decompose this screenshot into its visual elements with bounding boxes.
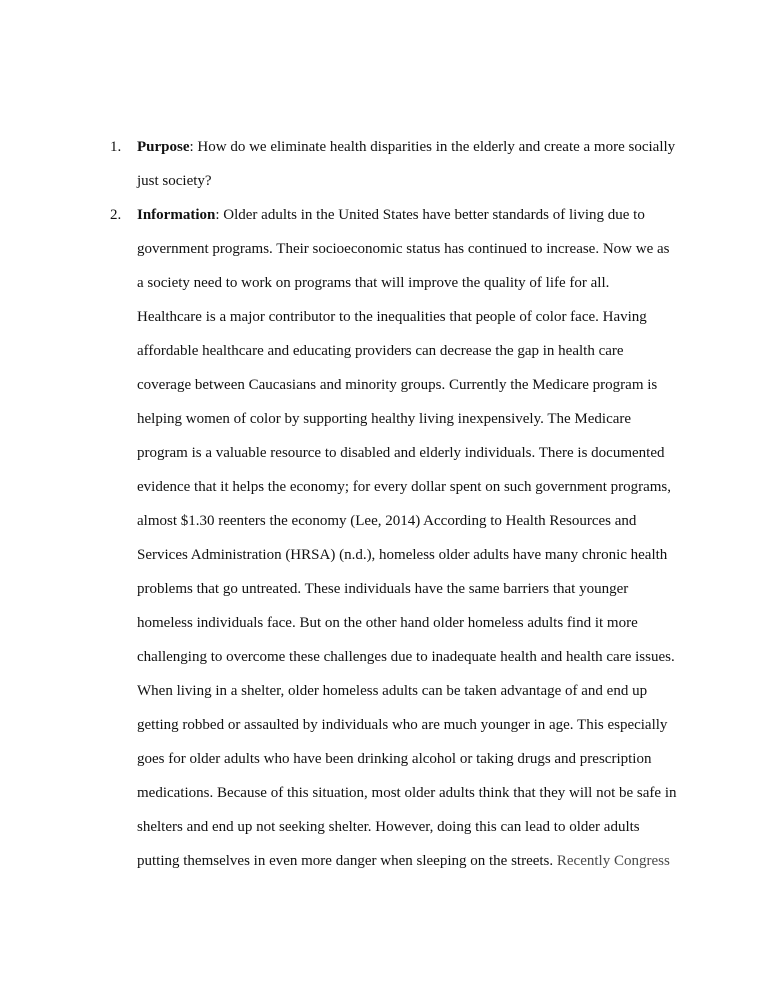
text-line: evidence that it helps the economy; for every dollar spent on such government programs, [137, 479, 672, 495]
text-line: challenging to overcome these challenges due to inadequate health and health care issues. [137, 649, 675, 665]
text-line: program is a valuable resource to disabled and elderly individuals. There is documented [137, 445, 665, 461]
text-segment: : Older adults in the United States have better standards of living due to [215, 207, 645, 223]
text-line: government programs. Their socioeconomic status has continued to increase. Now we as [137, 241, 670, 257]
text-line: shelters and end up not seeking shelter. However, doing this can lead to older adults [137, 819, 640, 835]
text-line: a society need to work on programs that will improve the quality of life for all. [137, 275, 610, 291]
section-label-purpose: Purpose [137, 139, 190, 155]
text-line [137, 130, 675, 164]
text-line: goes for older adults who have been drinking alcohol or taking drugs and prescription [137, 751, 652, 767]
list-number: 1. [110, 139, 122, 155]
text-line: Healthcare is a major contributor to the inequalities that people of color face. Having [137, 309, 647, 325]
text-line: helping women of color by supporting healthy living inexpensively. The Medicare [137, 411, 632, 427]
text-line: coverage between Caucasians and minority groups. Currently the Medicare program is [137, 377, 658, 393]
text-line: medications. Because of this situation, most older adults think that they will not be safe in [137, 785, 677, 801]
text-line: affordable healthcare and educating providers can decrease the gap in health care [137, 343, 624, 359]
text-segment: : How do we eliminate health disparities in the elderly and create a more socially [189, 139, 676, 155]
text-line [137, 844, 670, 878]
text-line: problems that go untreated. These individuals have the same barriers that younger [137, 581, 629, 597]
text-line: When living in a shelter, older homeless adults can be taken advantage of and end up [137, 683, 648, 699]
text-segment-muted: Recently Congress [553, 853, 670, 869]
text-line: almost $1.30 reenters the economy (Lee, 2014) According to Health Resources and [137, 513, 637, 529]
section-label-information: Information [137, 207, 216, 223]
text-line: getting robbed or assaulted by individuals who are much younger in age. This especially [137, 717, 668, 733]
text-line: Services Administration (HRSA) (n.d.), homeless older adults have many chronic health [137, 547, 668, 563]
list-number: 2. [110, 207, 122, 223]
text-line: just society? [137, 173, 212, 189]
text-segment: putting themselves in even more danger when sleeping on the streets. [137, 853, 554, 869]
text-line [137, 198, 645, 232]
text-line: homeless individuals face. But on the other hand older homeless adults find it more [137, 615, 638, 631]
